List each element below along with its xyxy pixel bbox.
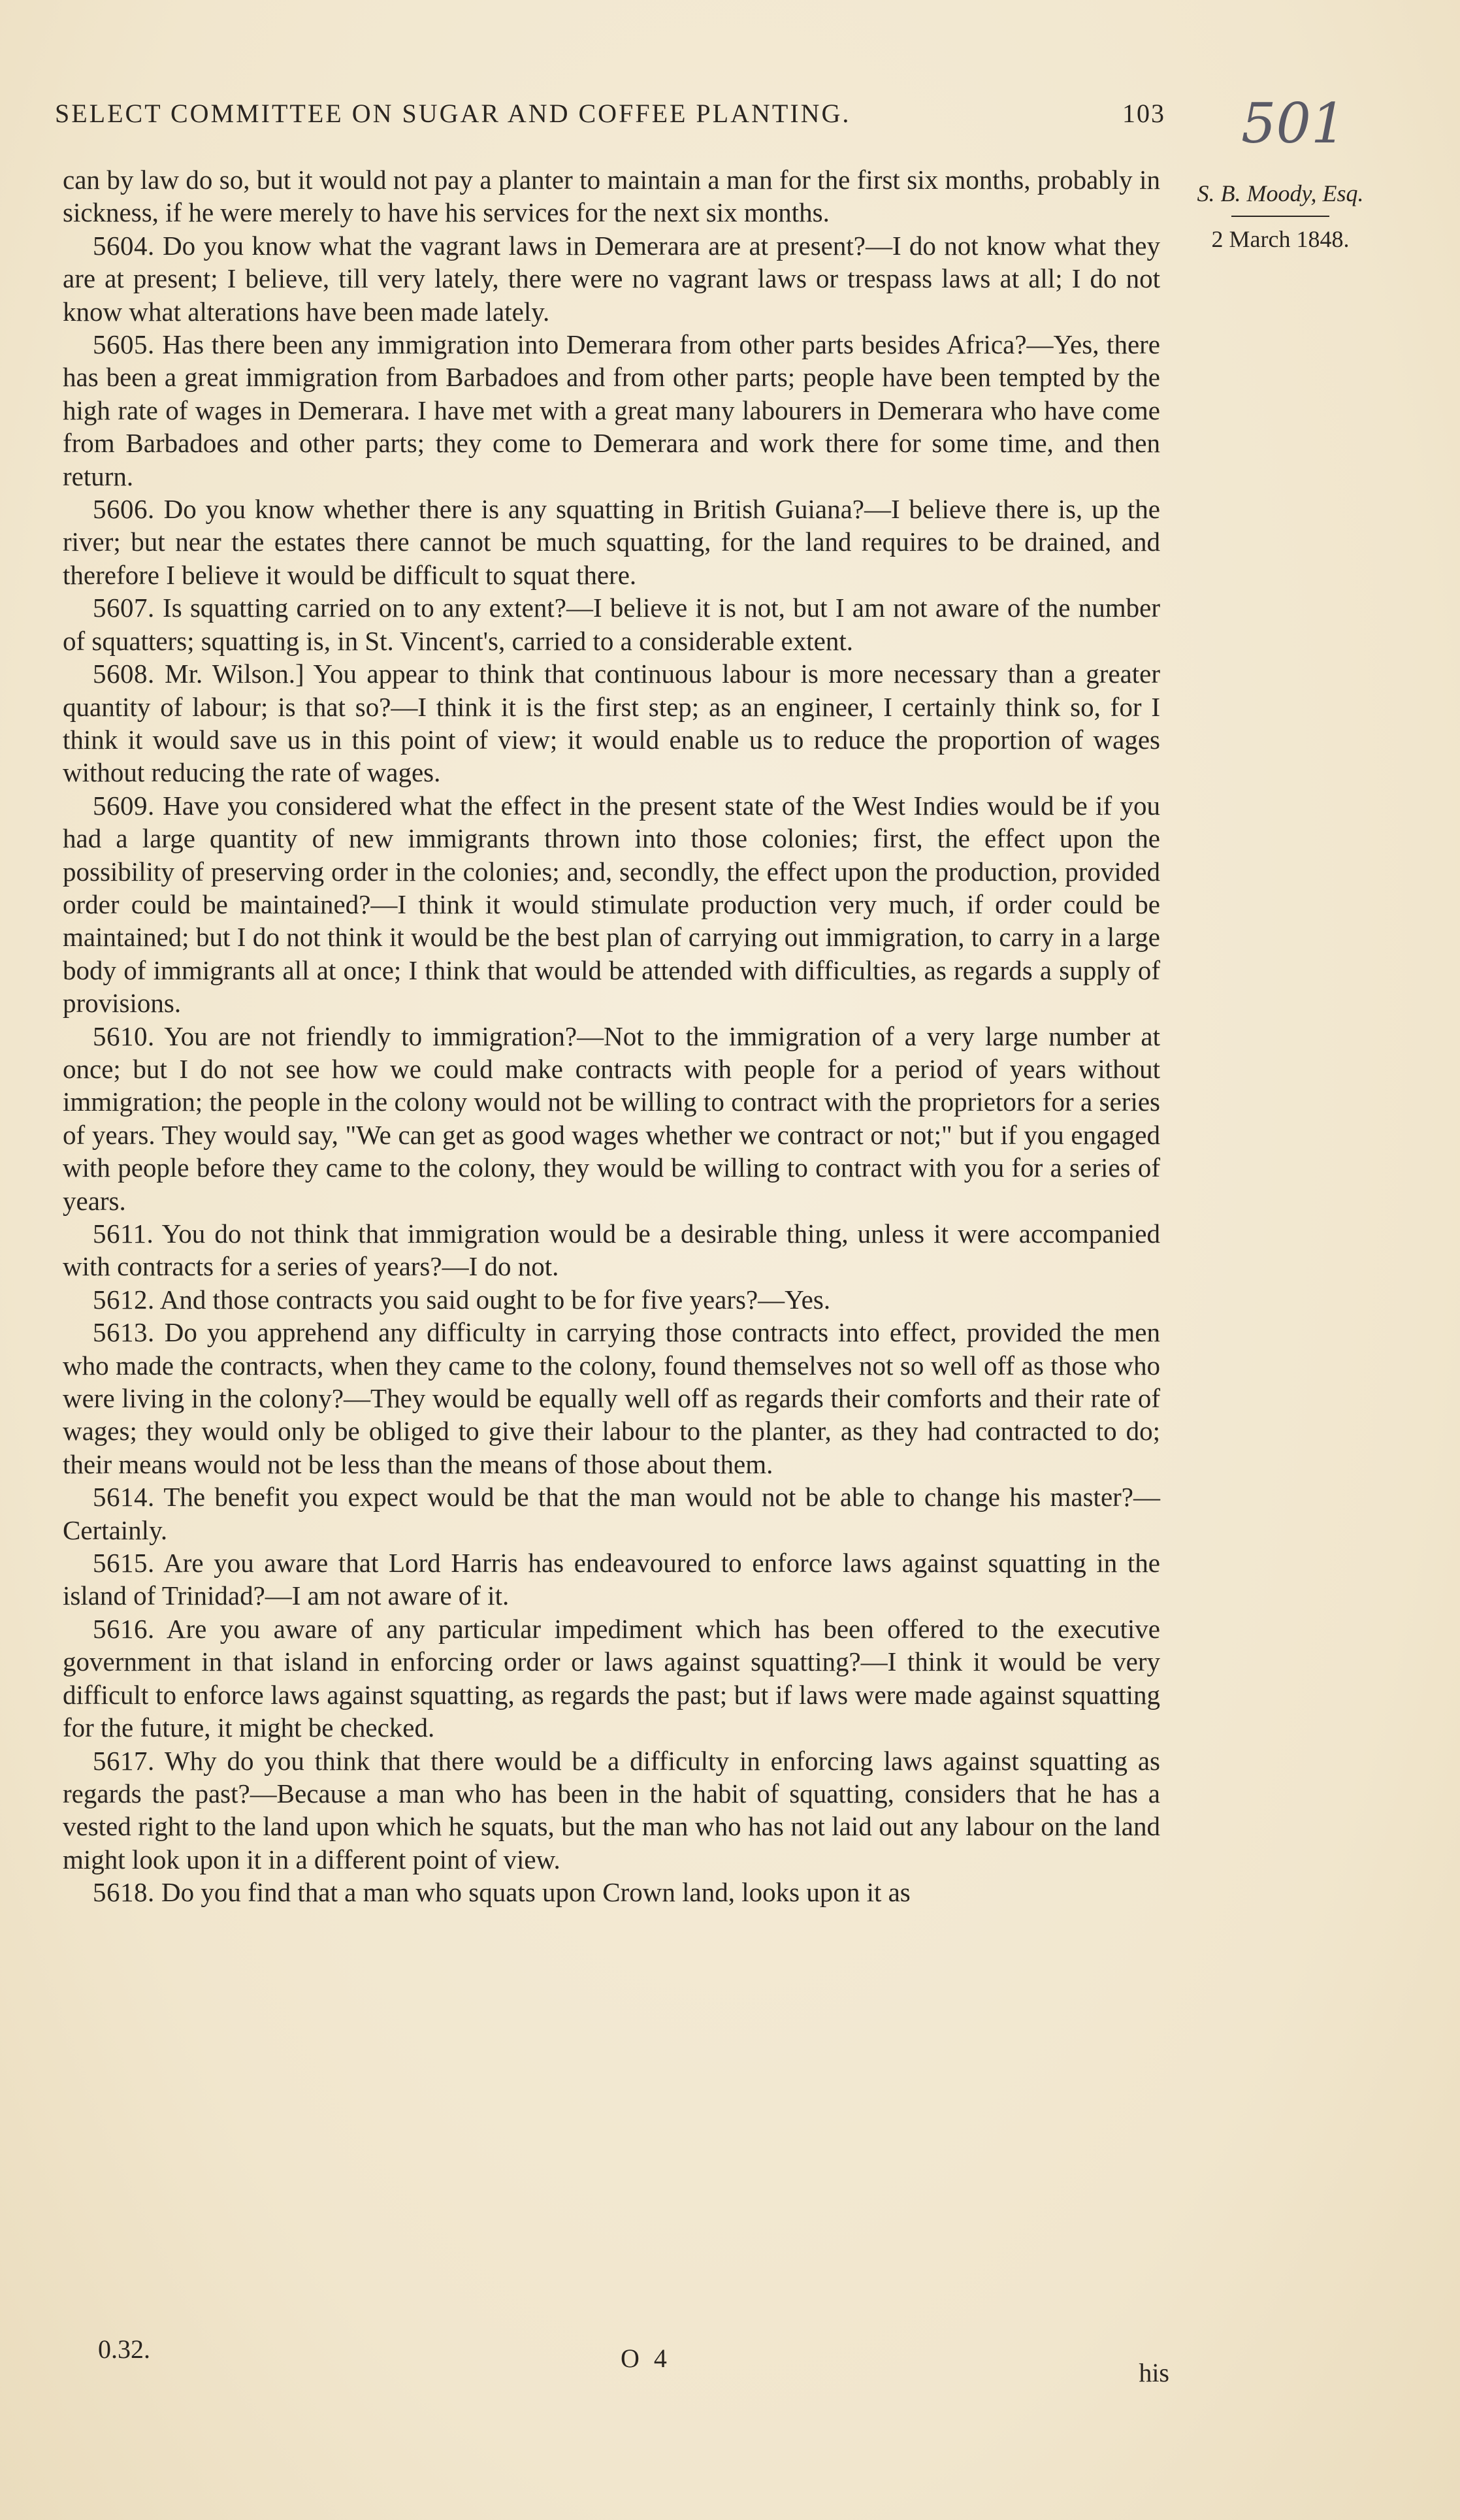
- question-number: 5604.: [93, 230, 155, 261]
- question-number: 5611.: [93, 1219, 154, 1249]
- question-paragraph: [63, 1217, 1160, 1283]
- paragraph-text: Do you know what the vagrant laws in Demerara are at present?—I do not know what they are at present; I believe, till very lately, there were no vagrant laws or trespass laws at all; I do not know what alterations have been made lately.: [63, 230, 1160, 327]
- question-number: 5616.: [93, 1613, 155, 1644]
- question-number: 5610.: [93, 1021, 155, 1051]
- question-paragraph: [63, 229, 1160, 328]
- question-number: 5608.: [93, 659, 155, 689]
- question-number: 5606.: [93, 494, 155, 525]
- paragraph-text: can by law do so, but it would not pay a planter to maintain a man for the first six months, probably in sickness, if he were merely to have his services for the next six months.: [63, 165, 1160, 228]
- question-paragraph: [63, 591, 1160, 657]
- paragraph-text: Have you considered what the effect in the present state of the West Indies would be if you had a large quantity of new immigrants thrown into those colonies; first, the effect upon the possibility of preserving order in the colonies; and, secondly, the effect upon the production, provided order could be maintained?—I think it would stimulate production very much, if order could be maintained; but I do not think it would be the best plan of carrying out immigration, to carry in a large body of immigrants all at once; I think that would be attended with difficulties, as regards a supply of provisions.: [63, 790, 1161, 1019]
- question-paragraph: [63, 1546, 1160, 1612]
- catchword: his: [1139, 2358, 1169, 2387]
- continued-paragraph: [63, 163, 1160, 229]
- question-number: 5617.: [93, 1745, 155, 1776]
- margin-rule: [1231, 216, 1329, 217]
- paragraph-text: Are you aware of any particular impediment which has been offered to the executive government in that island in enforcing order or laws against squatting?—I think it would be very difficult to enforce laws against squatting, as regards the past; but if laws were made against squatting for the future, it might be checked.: [63, 1613, 1160, 1743]
- question-paragraph: [63, 1744, 1160, 1876]
- paragraph-text: Is squatting carried on to any extent?—I believe it is not, but I am not aware of the number of squatters; squatting is, in St. Vincent's, carried to a considerable extent.: [63, 593, 1161, 656]
- witness-name: S. B. Moody, Esq.: [1197, 180, 1364, 206]
- page-number: 103: [1122, 99, 1165, 128]
- paragraph-text: You do not think that immigration would be a desirable thing, unless it were accompanied with contracts for a series of years?—I do not.: [63, 1219, 1161, 1282]
- paragraph-text: Why do you think that there would be a difficulty in enforcing laws against squatting as regards the past?—Because a man who has been in the habit of squatting, considers that he has a vested right to the land upon which he squats, but the man who has not laid out any labour on the land might look upon it in a different point of view.: [63, 1745, 1161, 1874]
- question-paragraph: [63, 1316, 1160, 1481]
- paragraph-text: Has there been any immigration into Demerara from other parts besides Africa?—Yes, there has been a great immigration from Barbadoes and from other parts; people have been tempted by the high rate of wages in Demerara. I have met with a great many labourers in Demerara who have come from Barbadoes and other parts; they come to Demerara and work there for some time, and then return.: [63, 329, 1160, 491]
- question-paragraph: [63, 1876, 1160, 1908]
- question-number: 5618.: [93, 1877, 155, 1908]
- paragraph-text: And those contracts you said ought to be for five years?—Yes.: [159, 1284, 831, 1315]
- margin-note: [1173, 175, 1388, 258]
- question-number: 5607.: [93, 593, 155, 623]
- question-paragraph: [63, 328, 1160, 493]
- handwritten-folio-number: 501: [1241, 91, 1346, 155]
- question-paragraph: [63, 657, 1160, 789]
- paragraph-text: You are not friendly to immigration?—Not to the immigration of a very large number at once; but I do not see how we could make contracts with people for a period of years without immigration; the people in the colony would not be willing to contract with the proprietors for a series of years. They would say, "We can get as good wages whether we contract or not;" but if you engaged with people before they came to the colony, they would be willing to contract with you for a series of years.: [63, 1021, 1160, 1216]
- document-code: 0.32.: [98, 2334, 150, 2364]
- question-paragraph: [63, 493, 1160, 591]
- paragraph-text: The benefit you expect would be that the man would not be able to change his master?—Certainly.: [63, 1482, 1160, 1545]
- signature-mark: O 4: [621, 2344, 671, 2373]
- paragraph-text: Do you apprehend any difficulty in carrying those contracts into effect, provided the men who made the contracts, when they came to the colony, found themselves not so well off as those who were living in the colony?—They would be equally well off as regards their comforts and their rate of wages; they would only be obliged to give their labour to the planter, as they had contracted to do; their means would not be less than the means of those about them.: [63, 1317, 1161, 1479]
- question-paragraph: [63, 1612, 1160, 1744]
- running-header: [55, 98, 1165, 129]
- question-number: 5614.: [93, 1482, 155, 1513]
- question-number: 5609.: [93, 790, 155, 821]
- question-paragraph: [63, 1283, 1160, 1316]
- paragraph-text: Do you know whether there is any squatting in British Guiana?—I believe there is, up the river; but near the estates there cannot be much squatting, for the land requires to be drained, and therefore I believe it would be difficult to squat there.: [63, 494, 1160, 590]
- question-paragraph: [63, 789, 1160, 1020]
- paragraph-text: Mr. Wilson.] You appear to think that continuous labour is more necessary than a greater quantity of labour; is that so?—I think it is the first step; as an engineer, I certainly think so, for I think it would save us in this point of view; it would enable us to reduce the proportion of wages without reducing the rate of wages.: [63, 659, 1161, 788]
- paragraph-text: Do you find that a man who squats upon Crown land, looks upon it as: [161, 1877, 911, 1908]
- question-number: 5612.: [93, 1284, 155, 1315]
- body-text: [63, 163, 1160, 1909]
- question-number: 5613.: [93, 1317, 155, 1348]
- page-title: SELECT COMMITTEE ON SUGAR AND COFFEE PLANTING.: [55, 99, 851, 128]
- question-number: 5615.: [93, 1548, 155, 1579]
- question-paragraph: [63, 1020, 1160, 1217]
- question-number: 5605.: [93, 329, 155, 360]
- witness-date: 2 March 1848.: [1211, 225, 1350, 252]
- paragraph-text: Are you aware that Lord Harris has endeavoured to enforce laws against squatting in the island of Trinidad?—I am not aware of it.: [63, 1548, 1161, 1611]
- question-paragraph: [63, 1481, 1160, 1546]
